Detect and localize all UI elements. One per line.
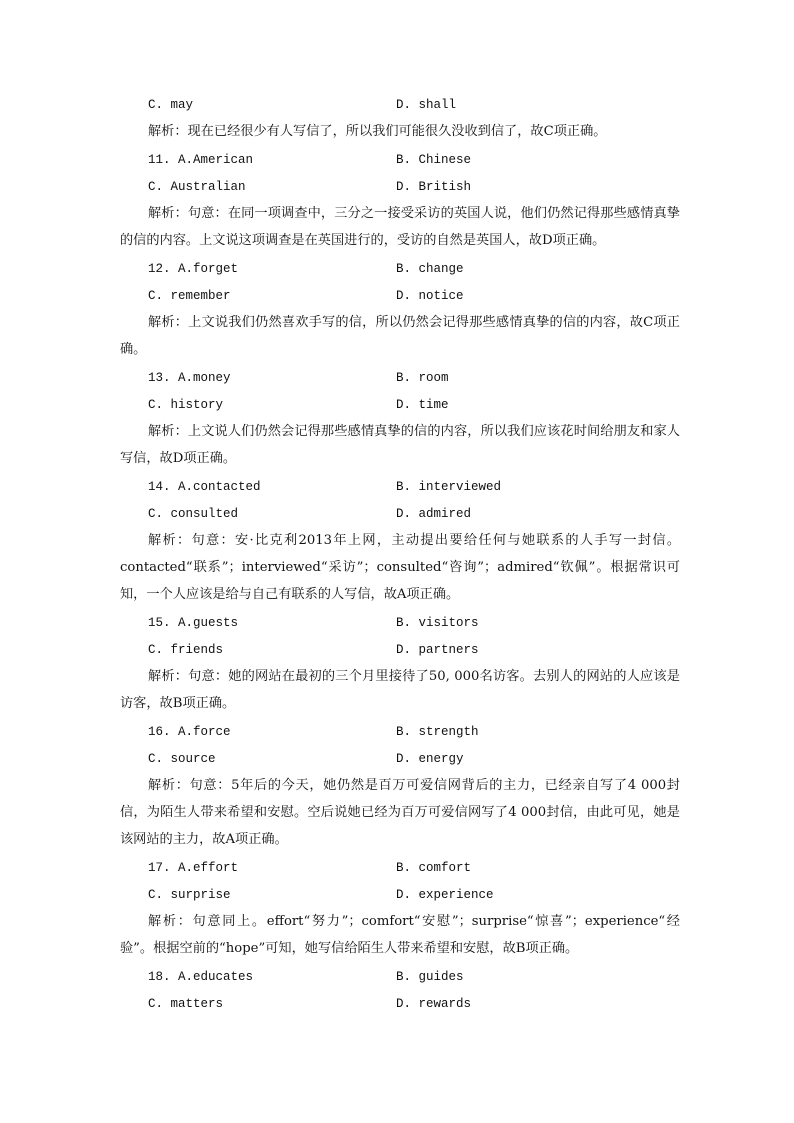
explanation: 解析：句意：安·比克利2013年上网，主动提出要给任何与她联系的人手写一封信。contacted“联系”；interviewed“采访”；consulted“咨询”；admired“钦佩”。根据常识可知，一个人应该是给与自己有联系的人写信，故A项正确。 xyxy=(120,533,680,602)
option-d: D. notice xyxy=(396,289,464,303)
option-row xyxy=(0,750,794,768)
option-row xyxy=(0,178,794,196)
option-b: B. visitors xyxy=(396,616,479,630)
option-a: 12. A.forget xyxy=(148,262,239,276)
option-c: C. remember xyxy=(148,289,231,303)
option-c: C. consulted xyxy=(148,507,239,521)
option-a: 15. A.guests xyxy=(148,616,239,630)
question-row-18 xyxy=(0,968,794,986)
option-b: B. comfort xyxy=(396,861,472,875)
explanation: 解析：句意：5年后的今天，她仍然是百万可爱信网背后的主力，已经亲自写了4 000封信，为陌生人带来希望和安慰。空后说她已经为百万可爱信网写了4 000封信，由此可见，她是该网站的主力，故A项正确。 xyxy=(120,778,680,847)
explanation: 解析：上文说人们仍然会记得那些感情真挚的信的内容，所以我们应该花时间给朋友和家人写信，故D项正确。 xyxy=(120,424,680,466)
option-c: C. friends xyxy=(148,643,224,657)
option-a: 11. A.American xyxy=(148,153,254,167)
question-row-14 xyxy=(0,478,794,496)
question-row-11 xyxy=(0,151,794,169)
explanation: 解析：句意同上。effort“努力”；comfort“安慰”；surprise“惊喜”；experience“经验”。根据空前的“hope”可知，她写信给陌生人带来希望和安慰，故B项正确。 xyxy=(120,914,680,956)
option-d: D. energy xyxy=(396,752,464,766)
question-row-12 xyxy=(0,260,794,278)
explanation: 解析：句意：她的网站在最初的三个月里接待了50, 000名访客。去别人的网站的人应该是访客，故B项正确。 xyxy=(120,669,680,711)
option-c: C. may xyxy=(148,98,194,112)
option-d: D. partners xyxy=(396,643,479,657)
option-d: D. British xyxy=(396,180,472,194)
option-row xyxy=(0,505,794,523)
option-b: B. room xyxy=(396,371,449,385)
explanation: 解析：上文说我们仍然喜欢手写的信，所以仍然会记得那些感情真挚的信的内容，故C项正确。 xyxy=(120,315,680,357)
option-c: C. surprise xyxy=(148,888,231,902)
option-b: B. strength xyxy=(396,725,479,739)
option-a: 18. A.educates xyxy=(148,970,254,984)
explanation: 解析：句意：在同一项调查中，三分之一接受采访的英国人说，他们仍然记得那些感情真挚的信的内容。上文说这项调查是在英国进行的，受访的自然是英国人，故D项正确。 xyxy=(120,206,680,248)
question-row-16 xyxy=(0,723,794,741)
option-d: D. experience xyxy=(396,888,494,902)
option-c: C. matters xyxy=(148,997,224,1011)
option-c: C. source xyxy=(148,752,216,766)
option-row xyxy=(0,287,794,305)
option-c: C. Australian xyxy=(148,180,246,194)
question-row-17 xyxy=(0,859,794,877)
option-row xyxy=(0,396,794,414)
option-b: B. guides xyxy=(396,970,464,984)
option-a: 14. A.contacted xyxy=(148,480,261,494)
option-b: B. interviewed xyxy=(396,480,502,494)
explanation: 解析：现在已经很少有人写信了，所以我们可能很久没收到信了，故C项正确。 xyxy=(148,124,607,139)
option-row xyxy=(0,96,794,114)
option-b: B. change xyxy=(396,262,464,276)
option-d: D. admired xyxy=(396,507,472,521)
option-d: D. shall xyxy=(396,98,457,112)
option-d: D. time xyxy=(396,398,449,412)
option-a: 17. A.effort xyxy=(148,861,239,875)
option-a: 13. A.money xyxy=(148,371,231,385)
question-row-13 xyxy=(0,369,794,387)
option-b: B. Chinese xyxy=(396,153,472,167)
question-row-15 xyxy=(0,614,794,632)
option-row xyxy=(0,995,794,1013)
option-row xyxy=(0,886,794,904)
option-a: 16. A.force xyxy=(148,725,231,739)
option-c: C. history xyxy=(148,398,224,412)
option-row xyxy=(0,641,794,659)
option-d: D. rewards xyxy=(396,997,472,1011)
